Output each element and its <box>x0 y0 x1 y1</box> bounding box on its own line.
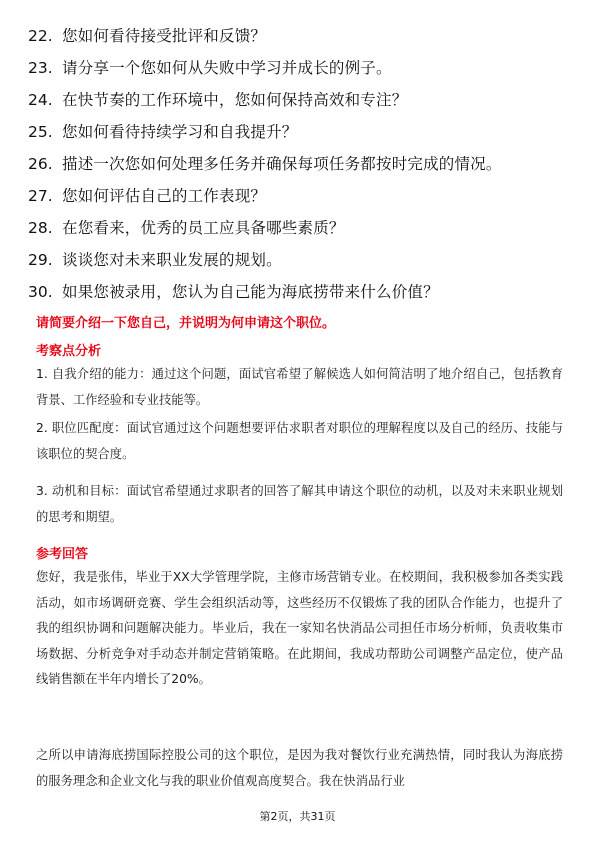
question-number: 28. <box>28 219 53 237</box>
analysis-heading: 考察点分析 <box>36 344 102 359</box>
analysis-point: 3. 动机和目标：面试官希望通过求职者的回答了解其申请这个职位的动机，以及对未来职业规划的思考和期望。 <box>36 484 563 524</box>
analysis-point: 1. 自我介绍的能力：通过这个问题，面试官希望了解候选人如何简洁明了地介绍自己，包括教育背景、工作经验和专业技能等。 <box>36 367 563 407</box>
question-text: 在您看来，优秀的员工应具备哪些素质？ <box>62 219 345 237</box>
question-text: 如果您被录用，您认为自己能为海底捞带来什么价值？ <box>62 283 439 301</box>
question-text: 您如何评估自己的工作表现？ <box>62 187 267 205</box>
question-number: 25. <box>28 123 53 141</box>
question-number: 22. <box>28 27 53 45</box>
question-number: 27. <box>28 187 53 205</box>
page-footer: 第2页，共31页 <box>259 810 336 823</box>
answer-paragraph: 之所以申请海底捞国际控股公司的这个职位，是因为我对餐饮行业充满热情，同时我认为海底捞的服务理念和企业文化与我的职业价值观高度契合。我在快消品行业 <box>36 748 563 788</box>
list-item <box>28 248 573 280</box>
list-item <box>28 56 573 88</box>
answer-heading: 参考回答 <box>36 547 89 562</box>
analysis-point: 2. 职位匹配度：面试官通过这个问题想要评估求职者对职位的理解程度以及自己的经历、技能与该职位的契合度。 <box>36 421 563 461</box>
question-text: 描述一次您如何处理多任务并确保每项任务都按时完成的情况。 <box>62 155 502 173</box>
question-number: 29. <box>28 251 53 269</box>
list-item <box>28 152 573 184</box>
question-number: 23. <box>28 59 53 77</box>
question-text: 谈谈您对未来职业发展的规划。 <box>62 251 282 269</box>
list-item <box>28 216 573 248</box>
question-text: 请分享一个您如何从失败中学习并成长的例子。 <box>62 59 392 77</box>
list-item <box>28 24 573 56</box>
list-item <box>28 120 573 152</box>
answer-paragraph: 您好，我是张伟，毕业于XX大学管理学院，主修市场营销专业。在校期间，我积极参加各类实践活动，如市场调研竞赛、学生会组织活动等，这些经历不仅锻炼了我的团队合作能力，也提升了我的组织协调和问题解决能力。毕业后，我在一家知名快消品公司担任市场分析师，负责收集市场数据、分析竞争对手动态并制定营销策略。在此期间，我成功帮助公司调整产品定位，使产品线销售额在半年内增长了20%。 <box>36 570 563 686</box>
question-list <box>28 24 573 312</box>
question-number: 24. <box>28 91 53 109</box>
question-number: 26. <box>28 155 53 173</box>
list-item <box>28 88 573 120</box>
question-text: 您如何看待持续学习和自我提升？ <box>62 123 298 141</box>
list-item <box>28 184 573 216</box>
question-text: 在快节奏的工作环境中，您如何保持高效和专注？ <box>62 91 408 109</box>
question-text: 您如何看待接受批评和反馈？ <box>62 27 267 45</box>
list-item <box>28 280 573 312</box>
highlight-question: 请简要介绍一下您自己，并说明为何申请这个职位。 <box>36 316 336 331</box>
question-number: 30. <box>28 283 53 301</box>
